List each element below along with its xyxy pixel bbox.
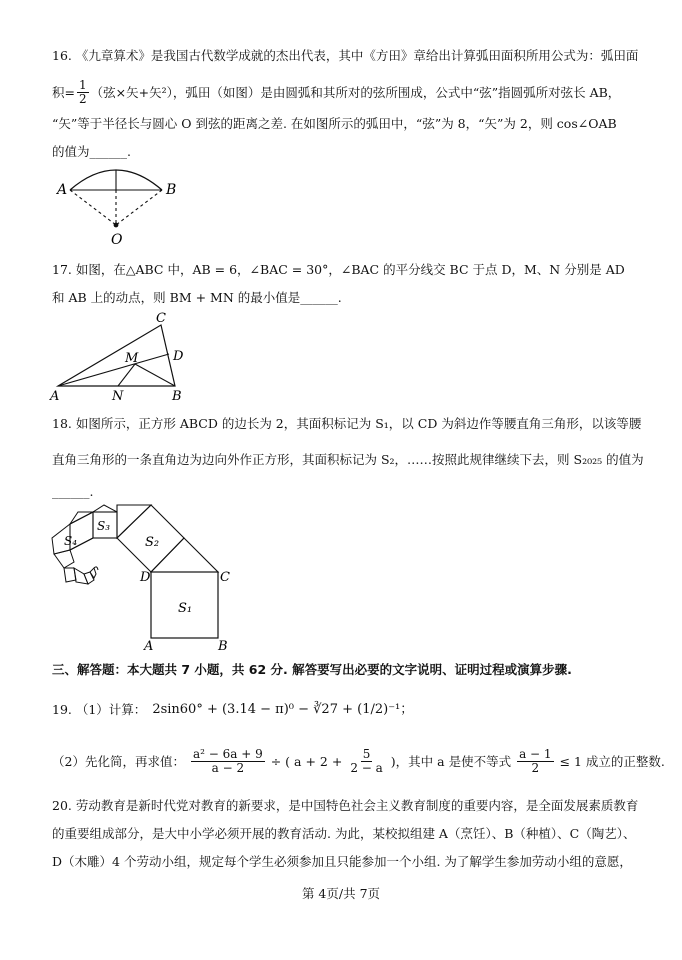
q16-line2 [52,79,620,106]
triangle-4 [70,512,93,524]
label-d: D [173,349,184,364]
triangle-on-cd [151,538,218,572]
q16-line1: 16. 《九章算术》是我国古代数学成就的杰出代表，其中《方田》章给出计算弧田面积所用公式为：弧田面 [52,48,639,63]
q20-line3: D（木雕）4 个劳动小组，规定每个学生必须参加且只能参加一个小组. 为了解学生参加劳动小组的意愿， [52,854,632,869]
q19-fraction-1 [191,748,265,775]
label-b: B [218,639,228,652]
label-o: O [111,232,123,248]
bisector-ad [58,354,169,386]
square-s6 [54,550,74,568]
q17-line2: 和 AB 上的动点，则 BM + MN 的最小值是______. [52,290,342,305]
label-b: B [172,389,182,404]
q18-line3: ______. [52,484,94,499]
q19-part2-mid: ÷ ( a + 2 + [270,753,343,769]
radius-ob [116,190,162,225]
q17-line1: 17. 如图，在△ABC 中，AB = 6，∠BAC = 30°，∠BAC 的平分线交 BC 于点 D，M、N 分别是 AD [52,262,625,277]
q20-line2: 的重要组成部分，是大中小学必须开展的教育活动. 为此，某校拟组建 A（烹饪）、B（种植）、C（陶艺）、 [52,826,636,841]
q16-figure [50,162,190,250]
label-a: A [50,389,60,404]
q19-part2-tail: )，其中 a 是使不等式 [390,753,512,769]
q19-part2-end: ≤ 1 成立的正整数. [559,753,665,769]
label-b: B [166,182,177,198]
q20-line1: 20. 劳动教育是新时代党对教育的新要求，是中国特色社会主义教育制度的重要内容，是全面发展素质教育 [52,798,639,813]
square-s9 [84,572,94,584]
q16-half-num: 1 [78,78,87,92]
q19-fraction-3-num: a − 1 [519,747,552,761]
label-s3: S₃ [97,519,111,533]
q17-figure [48,308,198,404]
q19-part1 [52,702,413,718]
square-s10 [90,568,96,578]
label-s1: S₁ [178,601,193,616]
q16-half-den: 2 [78,92,87,106]
q16-line3: “矢”等于半径长与圆心 O 到弦的距离之差. 在如图所示的弧田中，“弦”为 8，“矢”为 2，则 cos∠OAB [52,116,617,131]
q16-line2-pre: 积= [52,84,75,100]
q19-part1-label: 19. （1）计算： [52,702,147,717]
q19-fraction-1-den: a − 2 [211,761,245,775]
q19-part2-label: （2）先化简，再求值： [52,753,185,769]
label-a: A [144,639,154,652]
label-c: C [220,570,230,585]
q19-fraction-1-num: a² − 6a + 9 [192,747,263,761]
q16-line4: 的值为______. [52,144,131,159]
q18-line2: 直角三角形的一条直角边为边向外作正方形，其面积标记为 S₂，……按照此规律继续下去，则 S₂₀₂₅ 的值为 [52,452,644,467]
q18-line1: 18. 如图所示，正方形 ABCD 的边长为 2，其面积标记为 S₁，以 CD 为斜边作等腰直角三角形，以该等腰 [52,416,642,431]
segment-bm [135,364,175,386]
triangle-2 [117,505,151,538]
segment-mn [118,364,135,386]
q19-fraction-2-num: 5 [362,747,371,761]
q19-fraction-3 [517,748,553,775]
section3-heading: 三、解答题：本大题共 7 小题，共 62 分. 解答要写出必要的文字说明、证明过程或演算步骤. [52,662,572,677]
q19-part2 [52,748,665,775]
label-c: C [156,311,166,326]
page-footer: 第 4页/共 7页 [301,886,381,901]
label-s2: S₂ [145,535,160,550]
triangle-3 [93,505,117,512]
q16-half-fraction [77,79,89,106]
center-point-o [114,223,119,228]
label-s4: S₄ [64,534,78,548]
q19-fraction-2 [348,748,384,775]
q19-part1-expr: 2sin60° + (3.14 − π)⁰ − ∛27 + (1/2)⁻¹； [152,702,414,717]
label-a: A [57,182,68,198]
square-s8 [74,568,88,584]
label-d: D [140,570,151,585]
q16-line2-post: （弦×矢+矢²），弧田（如图）是由圆弧和其所对的弦所围成，公式中“弦”指圆弧所对弦长 AB， [90,84,621,100]
q19-fraction-2-den: 2 − a [350,761,383,775]
label-n: N [112,389,124,404]
q18-figure [44,502,244,652]
q19-fraction-3-den: 2 [531,761,540,775]
label-m: M [125,351,139,366]
radius-oa [70,190,116,225]
